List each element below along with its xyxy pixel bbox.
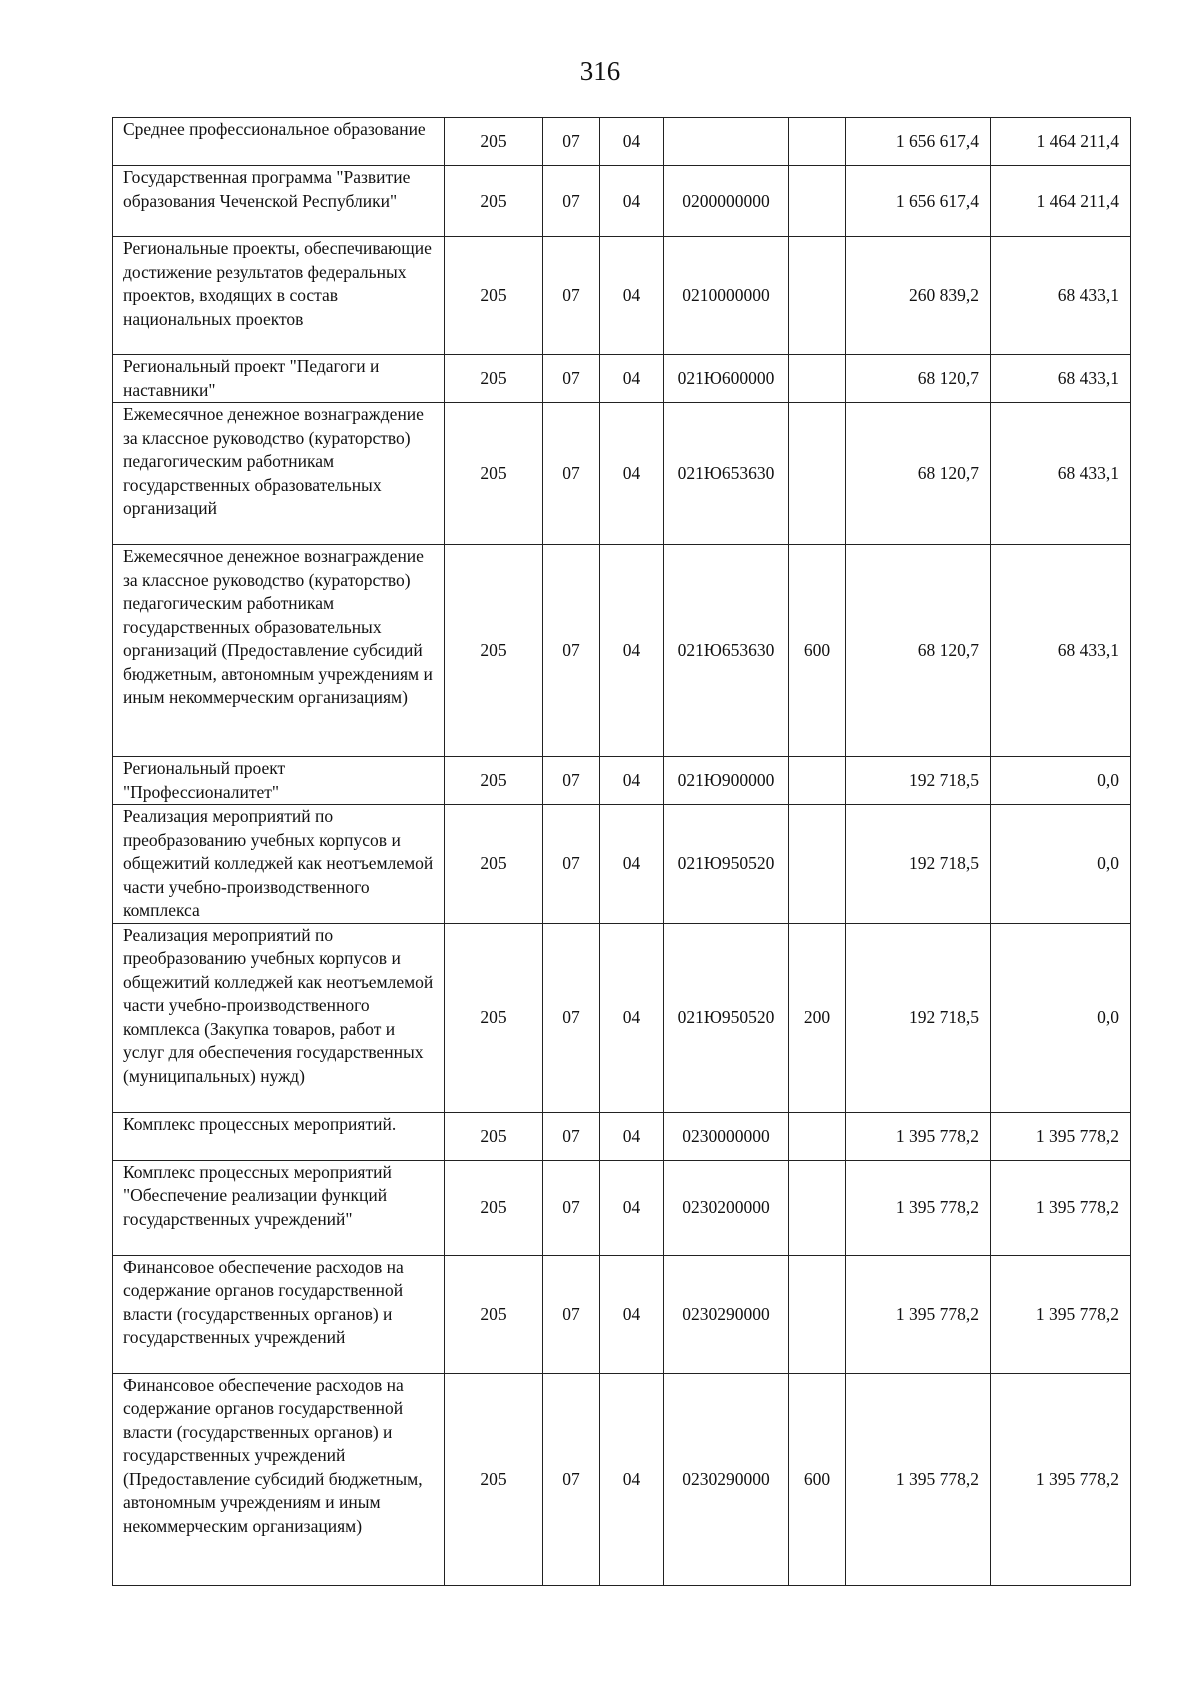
- row-name-cell: Комплекс процессных мероприятий.: [113, 1112, 445, 1160]
- amount-year2-cell: 68 433,1: [991, 355, 1131, 403]
- target-article-cell: 0230000000: [664, 1112, 789, 1160]
- table-row: [113, 237, 1131, 355]
- amount-year1-cell: 1 656 617,4: [846, 118, 991, 166]
- subsection-code-cell: 04: [600, 1112, 664, 1160]
- row-name-cell: Реализация мероприятий по преобразованию учебных корпусов и общежитий колледжей как неотъемлемой части учебно-производственного комплекса (Закупка товаров, работ и услуг для обеспечения государственных (муниципальных) нужд): [113, 923, 445, 1112]
- amount-year1-cell: 192 718,5: [846, 923, 991, 1112]
- subsection-code-cell: 04: [600, 403, 664, 545]
- target-article-cell: [664, 545, 789, 757]
- target-article-cell: 0210000000: [664, 237, 789, 355]
- section-code-cell: 07: [543, 118, 600, 166]
- target-article-cell: 0230290000: [664, 1255, 789, 1373]
- expense-type-cell: [789, 805, 846, 924]
- chapter-code-cell: 205: [445, 1160, 543, 1255]
- section-code-cell: 07: [543, 757, 600, 805]
- expense-type-cell: [789, 403, 846, 545]
- table-row: [113, 355, 1131, 403]
- target-article-code: 021Ю600000: [677, 368, 775, 388]
- row-name-cell: Региональный проект "Педагоги и наставники": [113, 355, 445, 403]
- target-article-cell: [664, 757, 789, 805]
- amount-year2-cell: 68 433,1: [991, 403, 1131, 545]
- amount-year1-cell: 68 120,7: [846, 545, 991, 757]
- amount-year2-cell: 1 395 778,2: [991, 1112, 1131, 1160]
- subsection-code-cell: 04: [600, 166, 664, 237]
- target-article-cell: 0230200000: [664, 1160, 789, 1255]
- chapter-code-cell: 205: [445, 1373, 543, 1585]
- subsection-code-cell: 04: [600, 545, 664, 757]
- budget-table-body: [113, 118, 1131, 1586]
- subsection-code-cell: 04: [600, 805, 664, 924]
- expense-type-cell: [789, 118, 846, 166]
- subsection-code-cell: 04: [600, 1373, 664, 1585]
- chapter-code-cell: 205: [445, 757, 543, 805]
- amount-year2-cell: 1 464 211,4: [991, 166, 1131, 237]
- table-row: [113, 118, 1131, 166]
- amount-year1-cell: 1 656 617,4: [846, 166, 991, 237]
- expense-type-cell: [789, 1160, 846, 1255]
- subsection-code-cell: 04: [600, 355, 664, 403]
- row-name-cell: Реализация мероприятий по преобразованию учебных корпусов и общежитий колледжей как неотъемлемой части учебно-производственного комплекса: [113, 805, 445, 924]
- amount-year2-cell: 0,0: [991, 923, 1131, 1112]
- page-number: 316: [579, 56, 621, 86]
- subsection-code-cell: 04: [600, 1255, 664, 1373]
- section-code-cell: 07: [543, 805, 600, 924]
- row-name-cell: Региональный проект "Профессионалитет": [113, 757, 445, 805]
- amount-year1-cell: 68 120,7: [846, 403, 991, 545]
- table-row: [113, 1112, 1131, 1160]
- target-article-code: 021Ю900000: [677, 770, 775, 790]
- amount-year2-cell: 1 395 778,2: [991, 1255, 1131, 1373]
- expense-type-cell: [789, 237, 846, 355]
- section-code-cell: 07: [543, 923, 600, 1112]
- row-name-cell: Ежемесячное денежное вознаграждение за классное руководство (кураторство) педагогическим работникам государственных образовательных организаций: [113, 403, 445, 545]
- chapter-code-cell: 205: [445, 1112, 543, 1160]
- row-name-cell: Государственная программа "Развитие образования Чеченской Республики": [113, 166, 445, 237]
- amount-year1-cell: 192 718,5: [846, 805, 991, 924]
- section-code-cell: 07: [543, 1255, 600, 1373]
- expense-type-cell: [789, 757, 846, 805]
- table-row: [113, 403, 1131, 545]
- expense-type-cell: 200: [789, 923, 846, 1112]
- table-row: [113, 545, 1131, 757]
- target-article-code: 021Ю653630: [677, 640, 775, 660]
- subsection-code-cell: 04: [600, 923, 664, 1112]
- expense-type-cell: [789, 355, 846, 403]
- target-article-cell: 0200000000: [664, 166, 789, 237]
- target-article-cell: [664, 118, 789, 166]
- chapter-code-cell: 205: [445, 923, 543, 1112]
- target-article-code: 021Ю950520: [677, 853, 775, 874]
- amount-year2-cell: 1 464 211,4: [991, 118, 1131, 166]
- section-code-cell: 07: [543, 1112, 600, 1160]
- budget-table: [112, 117, 1131, 1586]
- target-article-cell: [664, 923, 789, 1112]
- row-name-cell: Ежемесячное денежное вознаграждение за классное руководство (кураторство) педагогическим работникам государственных образовательных организаций (Предоставление субсидий бюджетным, автономным учреждениям и иным некоммерческим организациям): [113, 545, 445, 757]
- amount-year2-cell: 0,0: [991, 757, 1131, 805]
- amount-year2-cell: 0,0: [991, 805, 1131, 924]
- section-code-cell: 07: [543, 403, 600, 545]
- section-code-cell: 07: [543, 545, 600, 757]
- amount-year1-cell: 1 395 778,2: [846, 1373, 991, 1585]
- chapter-code-cell: 205: [445, 545, 543, 757]
- target-article-cell: [664, 355, 789, 403]
- expense-type-cell: 600: [789, 545, 846, 757]
- section-code-cell: 07: [543, 166, 600, 237]
- expense-type-cell: 600: [789, 1373, 846, 1585]
- subsection-code-cell: 04: [600, 757, 664, 805]
- chapter-code-cell: 205: [445, 118, 543, 166]
- amount-year2-cell: 1 395 778,2: [991, 1160, 1131, 1255]
- table-row: [113, 805, 1131, 924]
- table-row: [113, 1373, 1131, 1585]
- table-row: [113, 166, 1131, 237]
- amount-year1-cell: 260 839,2: [846, 237, 991, 355]
- target-article-cell: [664, 805, 789, 924]
- table-row: [113, 1255, 1131, 1373]
- chapter-code-cell: 205: [445, 805, 543, 924]
- row-name-cell: Финансовое обеспечение расходов на содержание органов государственной власти (государственных органов) и государственных учреждений: [113, 1255, 445, 1373]
- expense-type-cell: [789, 1112, 846, 1160]
- expense-type-cell: [789, 166, 846, 237]
- amount-year2-cell: 68 433,1: [991, 237, 1131, 355]
- chapter-code-cell: 205: [445, 166, 543, 237]
- amount-year2-cell: 1 395 778,2: [991, 1373, 1131, 1585]
- section-code-cell: 07: [543, 237, 600, 355]
- subsection-code-cell: 04: [600, 1160, 664, 1255]
- row-name-cell: Финансовое обеспечение расходов на содержание органов государственной власти (государственных органов) и государственных учреждений (Предоставление субсидий бюджетным, автономным учреждениям и иным некоммерческим организациям): [113, 1373, 445, 1585]
- target-article-code: 021Ю653630: [677, 463, 775, 483]
- chapter-code-cell: 205: [445, 355, 543, 403]
- section-code-cell: 07: [543, 1373, 600, 1585]
- table-row: [113, 1160, 1131, 1255]
- table-row: [113, 757, 1131, 805]
- target-article-cell: 0230290000: [664, 1373, 789, 1585]
- section-code-cell: 07: [543, 1160, 600, 1255]
- subsection-code-cell: 04: [600, 118, 664, 166]
- table-row: [113, 923, 1131, 1112]
- expense-type-cell: [789, 1255, 846, 1373]
- target-article-code: 021Ю950520: [677, 1007, 775, 1027]
- amount-year1-cell: 68 120,7: [846, 355, 991, 403]
- amount-year1-cell: 1 395 778,2: [846, 1255, 991, 1373]
- target-article-cell: [664, 403, 789, 545]
- section-code-cell: 07: [543, 355, 600, 403]
- row-name-cell: Среднее профессиональное образование: [113, 118, 445, 166]
- amount-year2-cell: 68 433,1: [991, 545, 1131, 757]
- row-name-cell: Комплекс процессных мероприятий "Обеспечение реализации функций государственных учреждений": [113, 1160, 445, 1255]
- amount-year1-cell: 192 718,5: [846, 757, 991, 805]
- chapter-code-cell: 205: [445, 237, 543, 355]
- chapter-code-cell: 205: [445, 403, 543, 545]
- row-name-cell: Региональные проекты, обеспечивающие достижение результатов федеральных проектов, входящих в состав национальных проектов: [113, 237, 445, 355]
- amount-year1-cell: 1 395 778,2: [846, 1112, 991, 1160]
- subsection-code-cell: 04: [600, 237, 664, 355]
- chapter-code-cell: 205: [445, 1255, 543, 1373]
- amount-year1-cell: 1 395 778,2: [846, 1160, 991, 1255]
